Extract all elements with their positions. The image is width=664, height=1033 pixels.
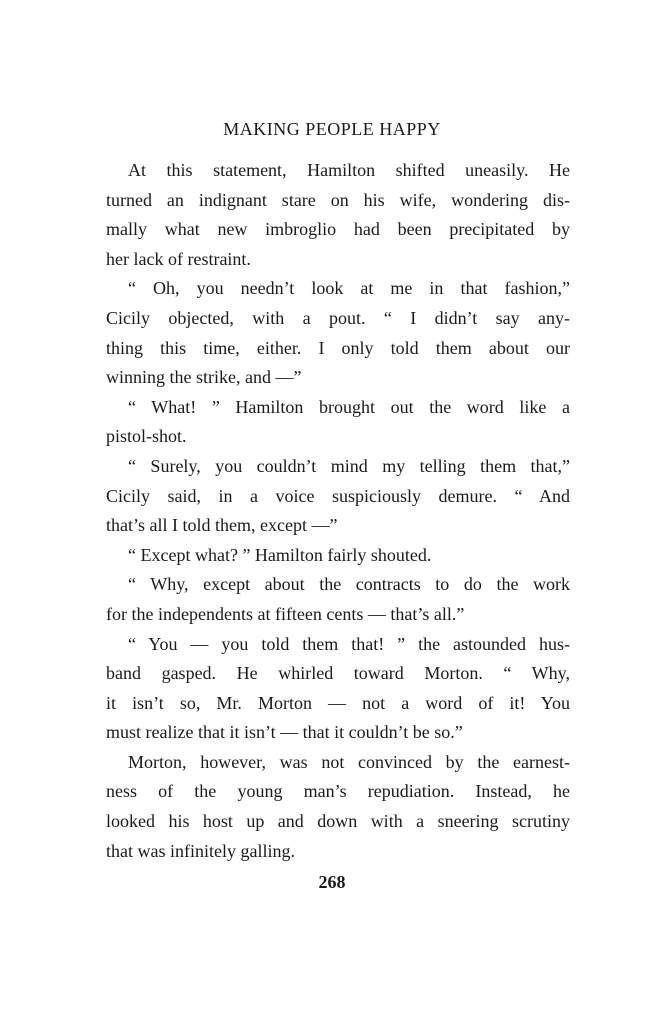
text-line: pistol-shot. bbox=[106, 426, 187, 447]
text-line: that was infinitely galling. bbox=[106, 840, 295, 861]
text-line: that’s all I told them, except —” bbox=[106, 515, 338, 536]
text-line: Cicily objected, with a pout. “ I didn’t say any- bbox=[106, 307, 570, 328]
body-text bbox=[106, 156, 570, 866]
text-line: band gasped. He whirled toward Morton. “ Why, bbox=[106, 663, 570, 684]
text-line: must realize that it isn’t — that it couldn’t be so.” bbox=[106, 722, 463, 743]
text-line: Cicily said, in a voice suspiciously demure. “ And bbox=[106, 485, 570, 506]
text-line: mally what new imbroglio had been precipitated by bbox=[106, 219, 570, 240]
text-line: Morton, however, was not convinced by the earnest- bbox=[128, 751, 570, 772]
text-line: turned an indignant stare on his wife, wondering dis- bbox=[106, 189, 570, 210]
running-head: MAKING PEOPLE HAPPY bbox=[223, 119, 441, 139]
text-line: for the independents at fifteen cents — that’s all.” bbox=[106, 603, 465, 624]
text-line: “ Oh, you needn’t look at me in that fashion,” bbox=[128, 278, 570, 299]
text-line: “ What! ” Hamilton brought out the word like a bbox=[128, 396, 570, 417]
text-line: looked his host up and down with a sneering scrutiny bbox=[106, 811, 570, 832]
text-line: thing this time, either. I only told them about our bbox=[106, 337, 570, 358]
text-line: “ Surely, you couldn’t mind my telling them that,” bbox=[128, 455, 570, 476]
text-line: “ You — you told them that! ” the astounded hus- bbox=[128, 633, 570, 654]
text-line: At this statement, Hamilton shifted uneasily. He bbox=[128, 160, 570, 180]
text-line: “ Why, except about the contracts to do the work bbox=[128, 574, 570, 595]
text-line: ness of the young man’s repudiation. Instead, he bbox=[106, 781, 570, 802]
text-line: “ Except what? ” Hamilton fairly shouted. bbox=[128, 544, 432, 565]
text-line: winning the strike, and —” bbox=[106, 367, 302, 388]
page-number: 268 bbox=[318, 872, 346, 892]
text-line: her lack of restraint. bbox=[106, 248, 251, 269]
text-line: it isn’t so, Mr. Morton — not a word of it! You bbox=[106, 692, 570, 713]
